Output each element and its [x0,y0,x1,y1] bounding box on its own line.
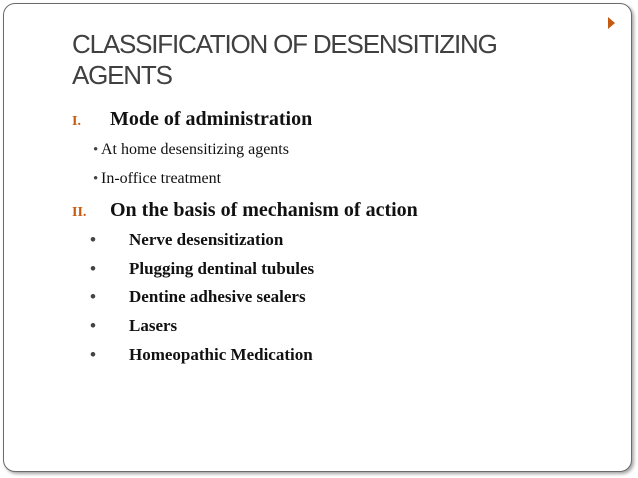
list-item-text: Lasers [129,316,178,335]
list-item-text: At home desensitizing agents [101,141,289,158]
bullet-icon: • [90,230,96,249]
section-heading-text-2: On the basis of mechanism of action [110,199,418,221]
list-item [90,230,283,250]
list-item-text: Dentine adhesive sealers [129,287,306,306]
section-numeral-2: II. [72,205,87,220]
corner-arrow-icon [608,17,615,29]
bullet-icon: • [93,142,99,158]
section-numeral-1: I. [72,114,81,129]
section-heading-2 [72,199,418,222]
list-item-text: Plugging dentinal tubules [129,259,315,278]
bullet-icon: • [90,259,96,278]
list-item [90,259,314,279]
list-item-text: In-office treatment [101,170,222,187]
bullet-icon: • [93,171,99,187]
section-heading-1 [72,108,312,131]
list-item [90,345,313,365]
slide-title: CLASSIFICATION OF DESENSITIZING AGENTS [72,29,497,90]
section-heading-text-1: Mode of administration [110,108,313,130]
bullet-icon: • [90,287,96,306]
bullet-icon: • [90,316,96,335]
list-item [90,316,177,336]
list-item [93,141,289,159]
list-item-text: Nerve desensitization [129,230,284,249]
list-item [93,170,221,188]
bullet-icon: • [90,345,96,364]
list-item-text: Homeopathic Medication [129,345,313,364]
list-item [90,287,306,307]
